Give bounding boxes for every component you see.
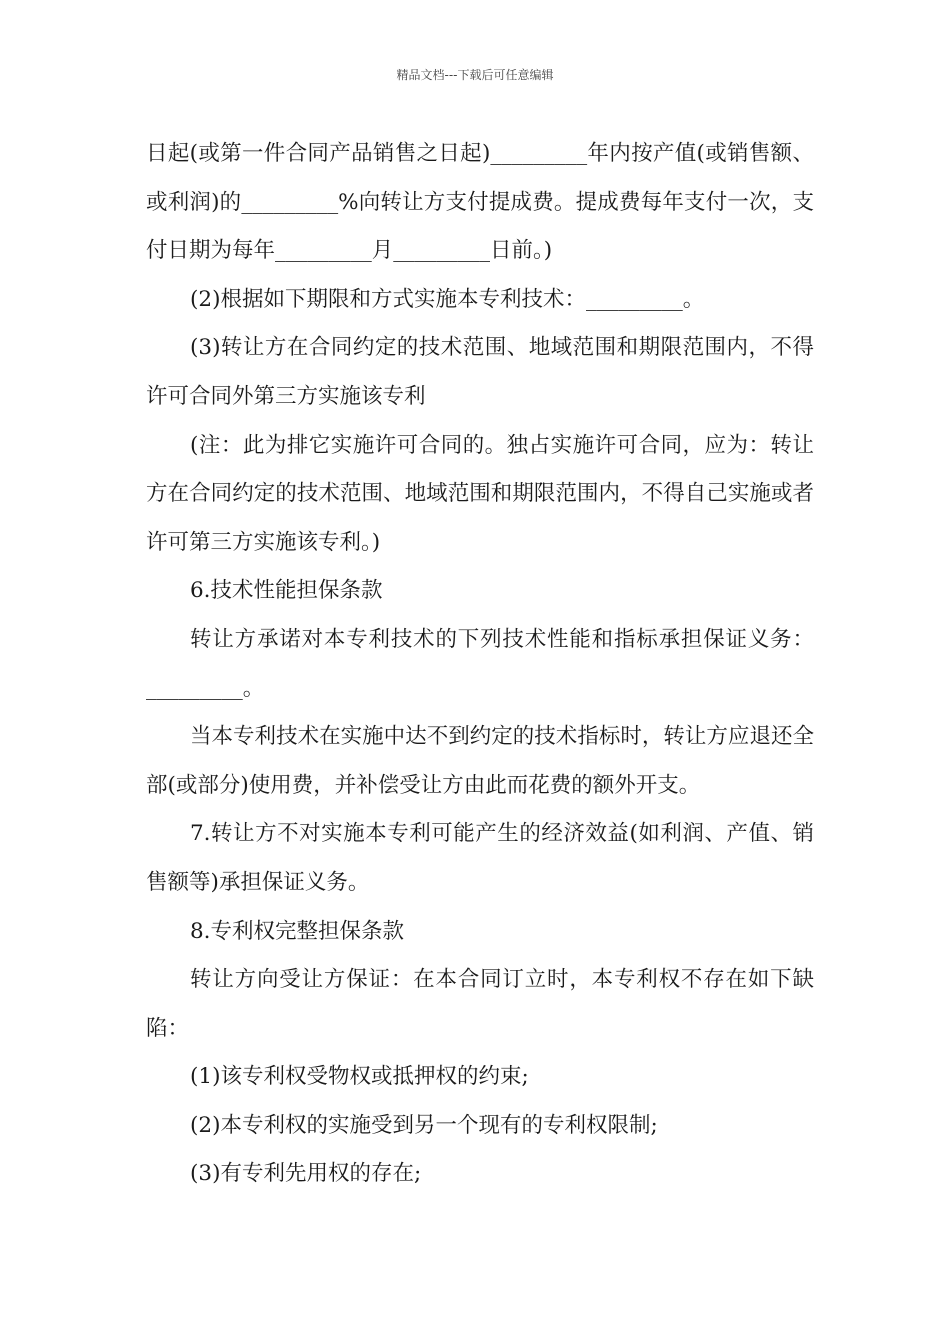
paragraph-note-exclusive-license: (注：此为排它实施许可合同的。独占实施许可合同，应为：转让方在合同约定的技术范围、地域范围和期限范围内，不得自己实施或者许可第三方实施该专利。)	[146, 432, 814, 555]
document-body	[146, 130, 814, 1199]
paragraph-no-economic-guarantee: 7.转让方不对实施本专利可能产生的经济效益(如利润、产值、销售额等)承担保证义务。	[146, 821, 814, 895]
paragraph-refund-compensation: 当本专利技术在实施中达不到约定的技术指标时，转让方应退还全部(或部分)使用费，并补偿受让方由此而花费的额外开支。	[146, 724, 814, 798]
paragraph-no-third-party-license: (3)转让方在合同约定的技术范围、地域范围和期限范围内，不得许可合同外第三方实施该专利	[146, 335, 814, 409]
section-heading-patent-integrity: 8.专利权完整担保条款	[190, 918, 405, 944]
paragraph-performance-commitment: 转让方承诺对本专利技术的下列技术性能和指标承担保证义务：_________。	[146, 626, 814, 701]
list-item-defect-3: (3)有专利先用权的存在;	[190, 1161, 422, 1187]
list-item-defect-1: (1)该专利权受物权或抵押权的约束;	[190, 1064, 529, 1090]
paragraph-royalty-continuation: 日起(或第一件合同产品销售之日起)_________年内按产值(或销售额、或利润)的_________%向转让方支付提成费。提成费每年支付一次，支付日期为每年_________月_________日前。)	[146, 141, 814, 264]
list-item-defect-2: (2)本专利权的实施受到另一个现有的专利权限制;	[190, 1112, 658, 1138]
paragraph-integrity-warranty: 转让方向受让方保证：在本合同订立时，本专利权不存在如下缺陷：	[146, 967, 814, 1041]
paragraph-implementation-method: (2)根据如下期限和方式实施本专利技术：_________。	[190, 286, 705, 312]
section-heading-performance-guarantee: 6.技术性能担保条款	[190, 578, 383, 604]
page-header: 精品文档---下载后可任意编辑	[396, 68, 554, 82]
